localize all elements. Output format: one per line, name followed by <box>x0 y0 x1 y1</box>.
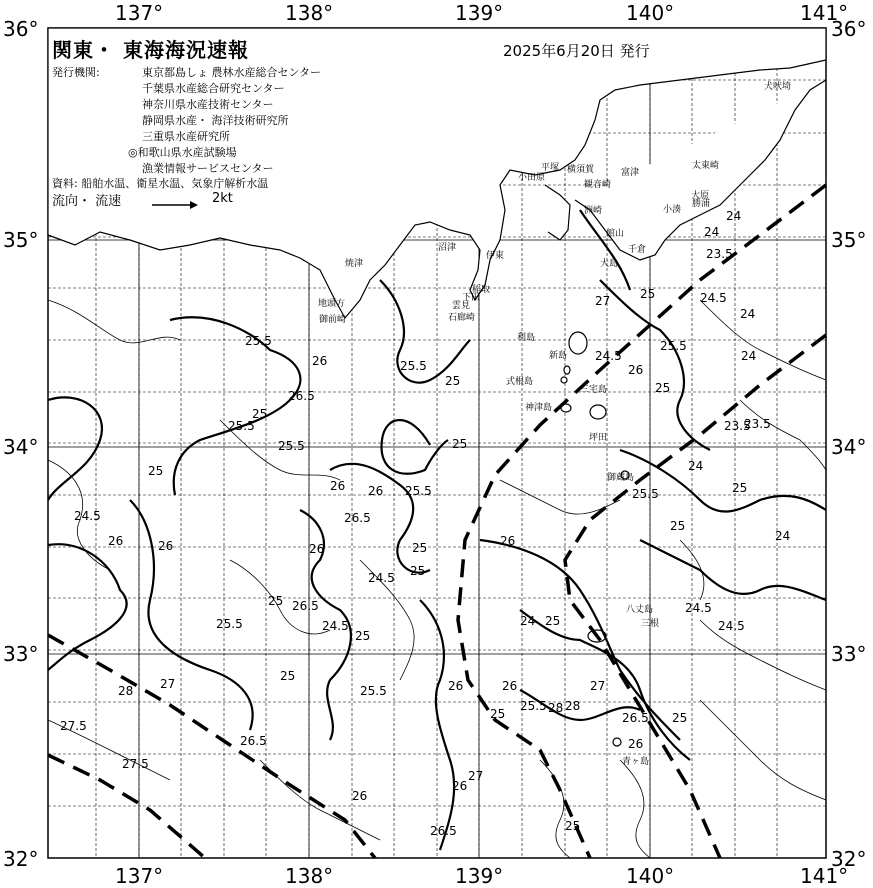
isotherm-label: 26 <box>312 354 328 368</box>
isotherm-label: 24 <box>741 349 757 363</box>
lon-label-top-140: 140° <box>626 1 675 25</box>
isotherm-label: 25 <box>148 464 164 478</box>
place-label: 式根島 <box>506 377 534 387</box>
issuer-mie: 三重県水産研究所 <box>142 130 230 143</box>
isotherm-label: 25 <box>280 669 296 683</box>
place-label: 千倉 <box>628 245 647 255</box>
place-label: 神津島 <box>525 403 553 413</box>
lat-label-left-32: 32° <box>3 847 39 871</box>
isotherm-label: 27 <box>590 679 606 693</box>
isotherm-label: 24.5 <box>685 601 712 615</box>
isotherm-label: 27.5 <box>122 757 149 771</box>
isotherm-label: 26.5 <box>344 511 371 525</box>
isotherm-label: 23.5 <box>706 247 733 261</box>
isotherm-label: 25.5 <box>245 334 272 348</box>
place-label: 稲取 <box>472 285 491 295</box>
isotherm-label: 25.5 <box>520 699 547 713</box>
isotherm-label: 25 <box>672 711 688 725</box>
isotherm-label: 25 <box>655 381 671 395</box>
place-label: 雲見 <box>452 301 471 311</box>
isotherm-label: 25 <box>565 819 581 833</box>
isotherm-label: 26.5 <box>288 389 315 403</box>
isotherm-label: 26 <box>500 534 516 548</box>
isotherm-label: 26 <box>502 679 518 693</box>
isotherm-label: 26 <box>368 484 384 498</box>
isotherm-label: 24.5 <box>74 509 101 523</box>
isotherm-label: 25 <box>670 519 686 533</box>
isotherm-label: 24 <box>740 307 756 321</box>
lon-label-top-141: 141° <box>800 1 849 25</box>
lon-label-top-138: 138° <box>285 1 334 25</box>
place-label: 小田原 <box>518 173 546 183</box>
isotherm-label: 28 <box>548 701 564 715</box>
isotherm-label: 24 <box>775 529 791 543</box>
isotherm-label: 24 <box>520 614 536 628</box>
isotherm-label: 24.5 <box>368 571 395 585</box>
place-label: 富津 <box>621 168 640 178</box>
lon-label-bottom-141: 141° <box>800 864 849 888</box>
isotherm-label: 25 <box>410 564 426 578</box>
place-label: 大島 <box>600 259 619 269</box>
isotherm-label: 26.5 <box>430 824 457 838</box>
place-label: 伊東 <box>486 251 505 261</box>
place-label: 大原 <box>691 191 710 201</box>
isotherm-label: 26 <box>628 737 644 751</box>
isotherm-label: 25.5 <box>278 439 305 453</box>
isotherm-label: 25 <box>640 287 656 301</box>
place-label: 平塚 <box>541 163 560 173</box>
isotherm-label: 26 <box>108 534 124 548</box>
isotherm-label: 26 <box>452 779 468 793</box>
lat-label-right-34: 34° <box>831 435 867 459</box>
isotherm-label: 25.5 <box>228 419 255 433</box>
place-label: 坪田 <box>589 433 608 443</box>
isotherm-label: 27.5 <box>60 719 87 733</box>
isotherm-label: 25 <box>490 707 506 721</box>
flow-legend-label: 流向・ 流速 <box>52 194 122 209</box>
lat-label-left-33: 33° <box>3 642 39 666</box>
place-label: 地頭方 <box>318 299 346 309</box>
isotherm-label: 25 <box>268 594 284 608</box>
place-label: 三宅島 <box>580 385 608 395</box>
lat-label-right-33: 33° <box>831 642 867 666</box>
isotherm-label: 26 <box>448 679 464 693</box>
place-label: 小湊 <box>663 205 682 215</box>
lon-label-top-137: 137° <box>115 1 164 25</box>
issuer-chiba: 千葉県水産総合研究センター <box>142 82 285 95</box>
place-label: 下田 <box>462 293 481 303</box>
issuer-label: 発行機関: <box>52 66 100 79</box>
isotherm-label: 25.5 <box>216 617 243 631</box>
lat-label-right-32: 32° <box>831 847 867 871</box>
isotherm-label: 23.5 <box>744 417 771 431</box>
map-title: 関東・ 東海海況速報 <box>52 38 249 62</box>
isotherm-label: 27 <box>595 294 611 308</box>
isotherm-label: 25.5 <box>405 484 432 498</box>
isotherm-label: 25 <box>252 407 268 421</box>
isotherm-label: 25 <box>452 437 468 451</box>
data-source: 資料: 船舶水温、衛星水温、気象庁解析水温 <box>52 177 269 190</box>
isotherm-label: 25 <box>355 629 371 643</box>
isotherm-label: 26.5 <box>622 711 649 725</box>
lat-label-left-35: 35° <box>3 228 39 252</box>
isotherm-label: 26 <box>330 479 346 493</box>
lon-label-bottom-139: 139° <box>455 864 504 888</box>
place-label: 横須賀 <box>567 165 595 175</box>
place-label: 観音崎 <box>584 180 612 190</box>
isotherm-label: 24 <box>704 225 720 239</box>
isotherm-label: 26 <box>158 539 174 553</box>
issuer-jafic: 漁業情報サービスセンター <box>142 162 274 175</box>
lon-label-bottom-137: 137° <box>115 864 164 888</box>
isotherm-label: 25 <box>445 374 461 388</box>
isotherm-label: 26 <box>628 363 644 377</box>
issuer-shizuoka: 静岡県水産・ 海洋技術研究所 <box>142 114 289 127</box>
place-label: 三根 <box>641 619 660 629</box>
isotherm-label: 25 <box>732 481 748 495</box>
lat-label-left-34: 34° <box>3 435 39 459</box>
isotherm-label: 23.5 <box>724 419 751 433</box>
place-label: 青ヶ島 <box>622 757 650 767</box>
isotherm-label: 25 <box>412 541 428 555</box>
isotherm-label: 26.5 <box>292 599 319 613</box>
isotherm-label: 24.5 <box>718 619 745 633</box>
place-label: 館山 <box>606 229 625 239</box>
isotherm-label: 27 <box>160 677 176 691</box>
isotherm-label: 25.5 <box>632 487 659 501</box>
place-label: 勝浦 <box>692 199 711 209</box>
issuer-wakayama: ◎和歌山県水産試験場 <box>128 146 237 159</box>
place-label: 利島 <box>517 333 536 343</box>
isotherm-label: 26 <box>352 789 368 803</box>
isotherm-label: 25 <box>545 614 561 628</box>
isotherm-label: 27 <box>468 769 484 783</box>
isotherm-label: 24.5 <box>322 619 349 633</box>
issuer-kanagawa: 神奈川県水産技術センター <box>142 98 274 111</box>
lat-label-right-35: 35° <box>831 228 867 252</box>
lat-label-left-36: 36° <box>3 17 39 41</box>
place-label: 御前崎 <box>319 315 347 325</box>
isotherm-label: 28 <box>118 684 134 698</box>
place-label: 沼津 <box>438 243 457 253</box>
isotherm-label: 25.5 <box>360 684 387 698</box>
place-label: 新島 <box>549 351 568 361</box>
place-label: 八丈島 <box>626 605 654 615</box>
isotherm-label: 25.5 <box>400 359 427 373</box>
flow-scale-value: 2kt <box>212 191 233 206</box>
lon-label-bottom-138: 138° <box>285 864 334 888</box>
isotherm-label: 24.5 <box>595 349 622 363</box>
place-label: 御蔵島 <box>607 473 635 483</box>
isotherm-label: 26 <box>309 542 325 556</box>
place-label: 石廊崎 <box>448 313 476 323</box>
issue-date: 2025年6月20日 発行 <box>503 42 650 60</box>
lon-label-top-139: 139° <box>455 1 504 25</box>
isotherm-label: 28 <box>565 699 581 713</box>
lat-label-right-36: 36° <box>831 17 867 41</box>
isotherm-label: 26.5 <box>240 734 267 748</box>
isotherm-label: 24.5 <box>700 291 727 305</box>
place-label: 太東崎 <box>692 161 720 171</box>
place-label: 犬吠埼 <box>764 82 792 92</box>
place-label: 焼津 <box>345 259 364 269</box>
isotherm-label: 24 <box>726 209 742 223</box>
lon-label-bottom-140: 140° <box>626 864 675 888</box>
issuer-tokyo: 東京都島しょ 農林水産総合センター <box>142 66 322 79</box>
isotherm-label: 25.5 <box>660 339 687 353</box>
place-label: 洲崎 <box>584 206 603 216</box>
isotherm-label: 24 <box>688 459 704 473</box>
